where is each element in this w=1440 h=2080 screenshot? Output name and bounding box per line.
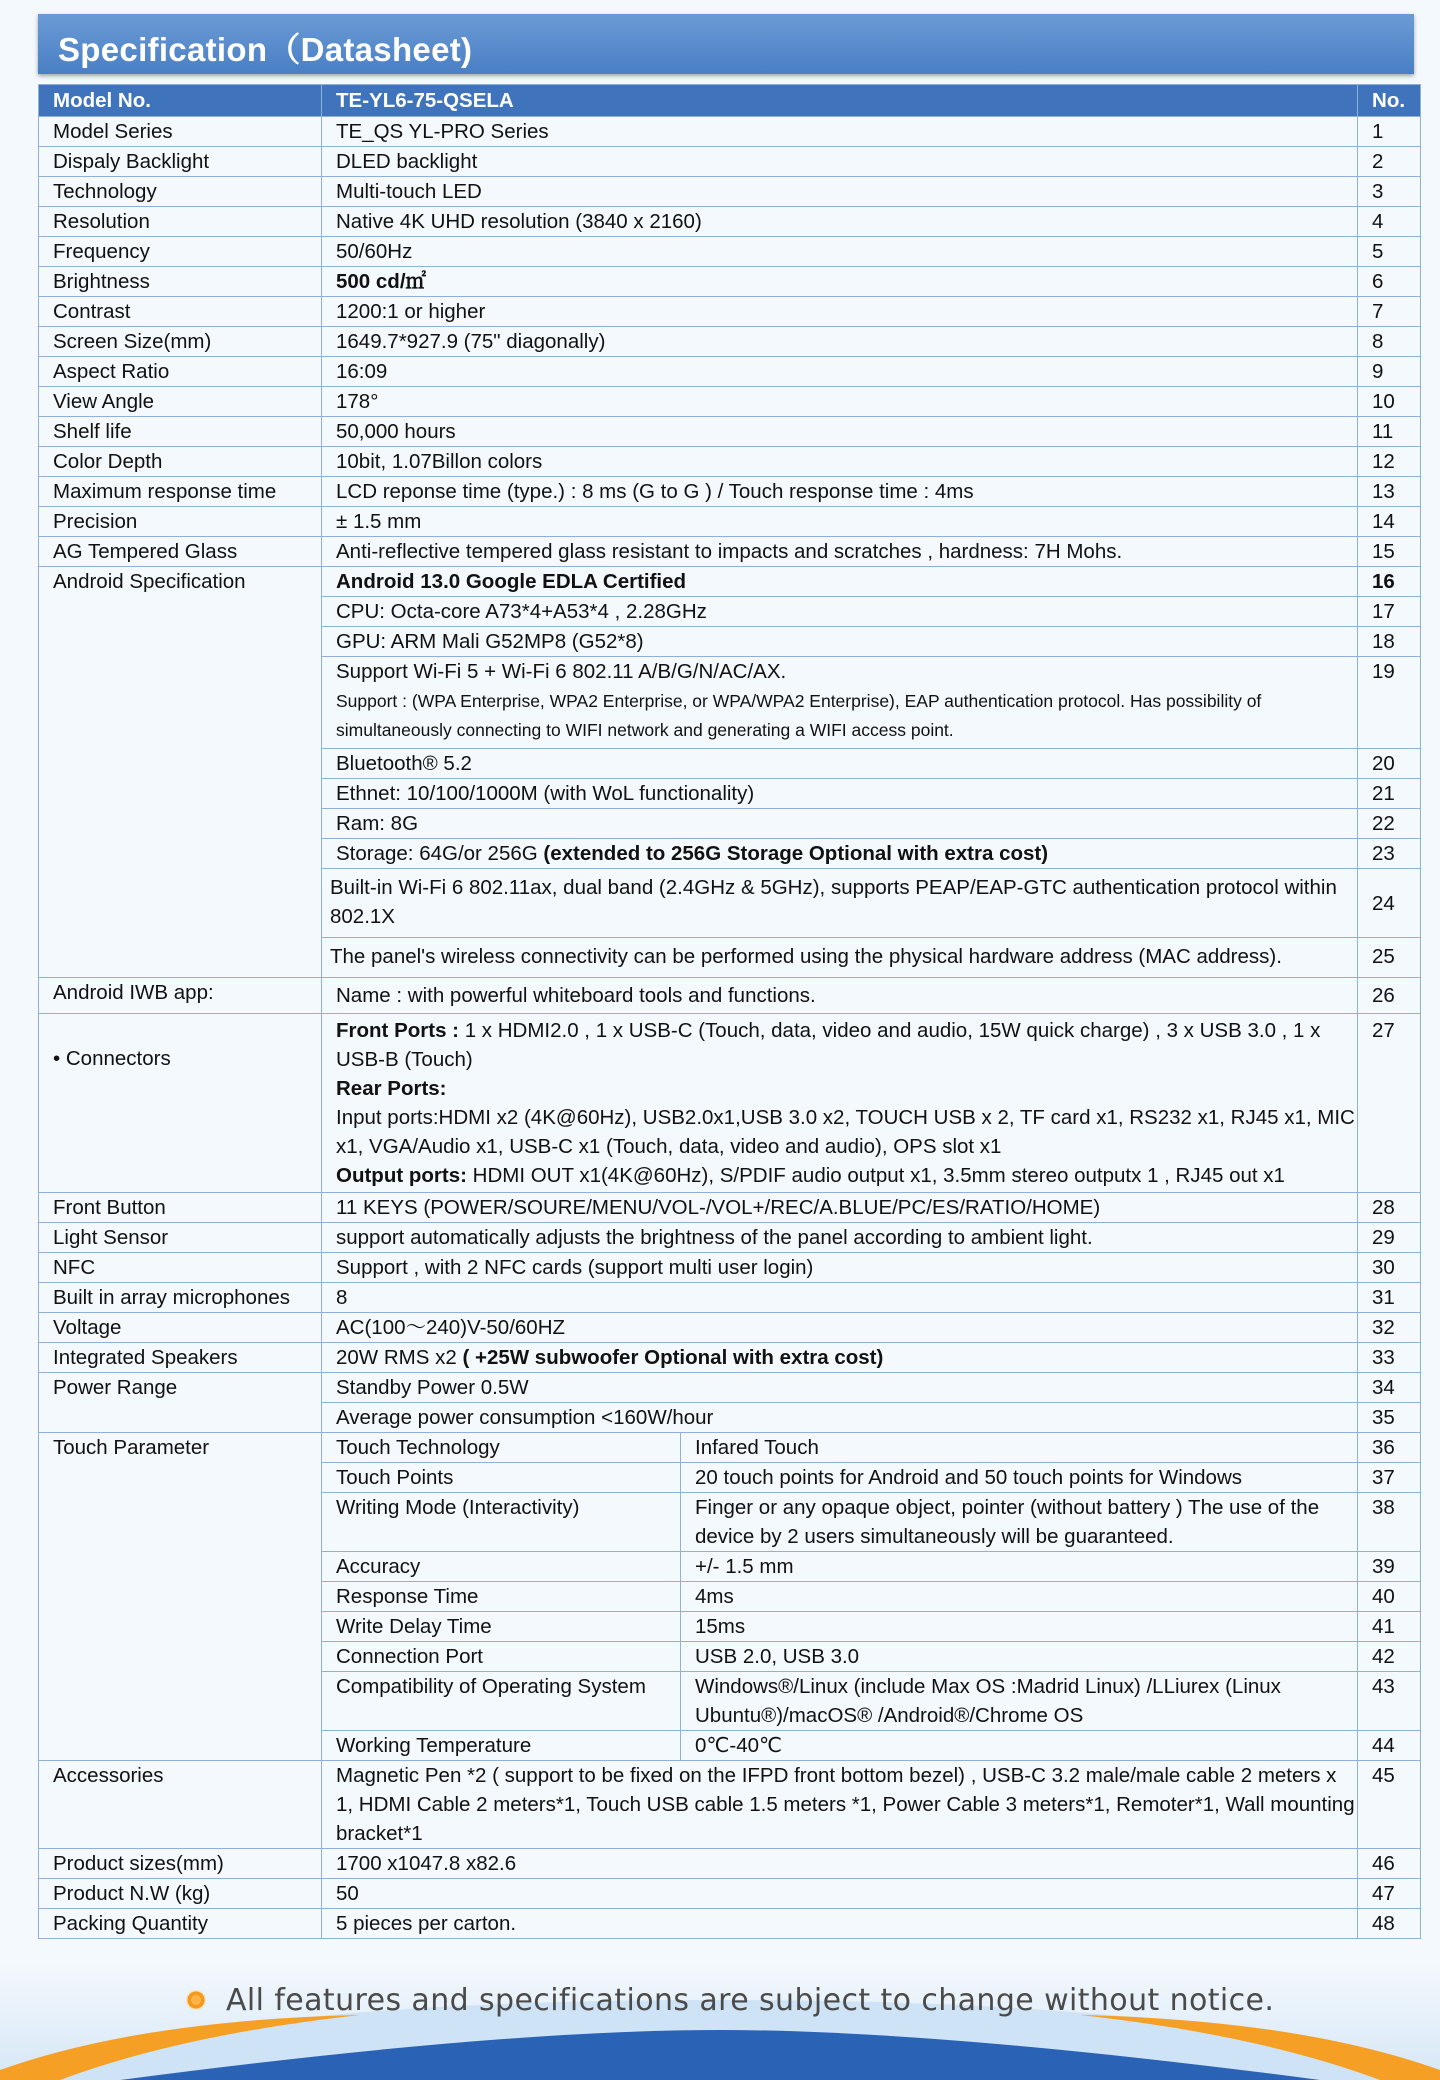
output-ports-text: HDMI OUT x1(4K@60Hz), S/PDIF audio output x1, 3.5mm stereo outputx 1 , RJ45 out x1 [466,1164,1285,1187]
footer-bullet-icon [186,1990,206,2010]
row-value: 10bit, 1.07Billon colors [322,447,1358,477]
touch-value: 4ms [681,1582,1358,1612]
row-label: Contrast [39,297,322,327]
front-ports-text: 1 x HDMI2.0 , 1 x USB-C (Touch, data, video and audio, 15W quick charge) , 3 x USB 3.0 , 1 x USB-B (Touch) [336,1019,1321,1071]
row-value: Multi-touch LED [322,177,1358,207]
row-value: 500 cd/㎡ [322,267,1358,297]
android-spec-bold-note: (extended to 256G Storage Optional with extra cost) [543,842,1049,865]
row-number: 31 [1358,1283,1421,1313]
speakers-text: 20W RMS x2 [336,1346,463,1369]
android-spec-value [322,938,1358,978]
android-spec-text: Android 13.0 Google EDLA Certified [336,570,687,593]
table-row [39,447,1421,477]
row-number: 28 [1358,1193,1421,1223]
android-spec-label: Android Specification [39,567,322,978]
android-spec-text: The panel's wireless connectivity can be performed using the physical hardware address (MAC address). [330,945,1282,968]
row-label: Maximum response time [39,477,322,507]
row-number: 19 [1358,657,1421,749]
row-number: 25 [1358,938,1421,978]
input-ports-text: Input ports:HDMI x2 (4K@60Hz), USB2.0x1,USB 3.0 x2, TOUCH USB x 2, TF card x1, RS232 x1, RJ45 x1, MIC x1, VGA/Audio x1, USB-C x1 (Touch, data, video and audio), OPS slot x1 [336,1106,1355,1158]
row-number: 23 [1358,839,1421,869]
row-number: 15 [1358,537,1421,567]
output-ports-title: Output ports: [336,1164,467,1187]
row-value: Standby Power 0.5W [322,1373,1358,1403]
touch-parameter-label: Touch Parameter [39,1433,322,1761]
row-value: Name : with powerful whiteboard tools and functions. [322,978,1358,1014]
table-row [39,417,1421,447]
table-row [39,1373,1421,1403]
row-number: 14 [1358,507,1421,537]
table-row [39,387,1421,417]
row-number: 9 [1358,357,1421,387]
row-label: Frequency [39,237,322,267]
table-row [39,978,1421,1014]
android-spec-text: GPU: ARM Mali G52MP8 (G52*8) [336,630,644,653]
row-label: Model Series [39,117,322,147]
row-label: Screen Size(mm) [39,327,322,357]
table-row [39,357,1421,387]
row-number: 16 [1358,567,1421,597]
android-spec-value [322,869,1358,938]
touch-key: Touch Points [322,1463,681,1493]
row-number: 5 [1358,237,1421,267]
table-row [39,537,1421,567]
row-label: Light Sensor [39,1223,322,1253]
row-value: 50 [322,1879,1358,1909]
touch-key: Accuracy [322,1552,681,1582]
power-range-label: Power Range [39,1373,322,1433]
row-label: Front Button [39,1193,322,1223]
touch-value: Finger or any opaque object, pointer (without battery ) The use of the device by 2 users simultaneously will be guaranteed. [681,1493,1358,1552]
row-value: Anti-reflective tempered glass resistant to impacts and scratches , hardness: 7H Mohs. [322,537,1358,567]
connectors-value [322,1014,1358,1193]
footer-decoration [0,1960,1440,2080]
row-label: Shelf life [39,417,322,447]
row-number: 26 [1358,978,1421,1014]
table-row [39,477,1421,507]
row-value: TE_QS YL-PRO Series [322,117,1358,147]
android-spec-value [322,597,1358,627]
row-value: ± 1.5 mm [322,507,1358,537]
row-value: Native 4K UHD resolution (3840 x 2160) [322,207,1358,237]
header-model-value: TE-YL6-75-QSELA [322,85,1358,117]
table-row [39,147,1421,177]
front-ports-title: Front Ports : [336,1019,459,1042]
row-number: 8 [1358,327,1421,357]
android-spec-text: Ethnet: 10/100/1000M (with WoL functionality) [336,782,755,805]
row-label: Aspect Ratio [39,357,322,387]
row-number: 6 [1358,267,1421,297]
android-spec-value [322,809,1358,839]
table-row [39,177,1421,207]
row-label: Packing Quantity [39,1909,322,1939]
row-label: NFC [39,1253,322,1283]
android-spec-value [322,779,1358,809]
row-number: 20 [1358,749,1421,779]
speakers-optional-note: ( +25W subwoofer Optional with extra cost) [462,1346,884,1369]
row-label: Brightness [39,267,322,297]
row-value: 50,000 hours [322,417,1358,447]
table-row [39,1849,1421,1879]
android-spec-text: Support Wi-Fi 5 + Wi-Fi 6 802.11 A/B/G/N/AC/AX. [336,660,787,683]
header-bar [38,14,1414,74]
row-value: 11 KEYS (POWER/SOURE/MENU/VOL-/VOL+/REC/A.BLUE/PC/ES/RATIO/HOME) [322,1193,1358,1223]
touch-value: 15ms [681,1612,1358,1642]
touch-key: Compatibility of Operating System [322,1672,681,1731]
row-number: 36 [1358,1433,1421,1463]
android-spec-value [322,627,1358,657]
row-number: 38 [1358,1493,1421,1552]
row-number: 41 [1358,1612,1421,1642]
table-row [39,117,1421,147]
row-value: Support , with 2 NFC cards (support multi user login) [322,1253,1358,1283]
row-value: LCD reponse time (type.) : 8 ms (G to G ) / Touch response time : 4ms [322,477,1358,507]
touch-key: Connection Port [322,1642,681,1672]
row-number: 40 [1358,1582,1421,1612]
row-label: Accessories [39,1761,322,1849]
table-row [39,267,1421,297]
row-label: Color Depth [39,447,322,477]
row-number: 48 [1358,1909,1421,1939]
footer-swoosh [0,1960,1440,2080]
table-row [39,327,1421,357]
footer-note: All features and specifications are subject to change without notice. [226,1983,1275,2018]
row-value: 1700 x1047.8 x82.6 [322,1849,1358,1879]
row-label: Built in array microphones [39,1283,322,1313]
row-value: 50/60Hz [322,237,1358,267]
touch-key: Touch Technology [322,1433,681,1463]
row-label: Technology [39,177,322,207]
touch-key: Response Time [322,1582,681,1612]
row-number: 34 [1358,1373,1421,1403]
row-value: AC(100～240)V-50/60HZ [322,1313,1358,1343]
row-number: 4 [1358,207,1421,237]
row-number: 10 [1358,387,1421,417]
android-spec-text: CPU: Octa-core A73*4+A53*4 , 2.28GHz [336,600,707,623]
row-label: Integrated Speakers [39,1343,322,1373]
row-value: 8 [322,1283,1358,1313]
row-number: 43 [1358,1672,1421,1731]
row-label: Resolution [39,207,322,237]
row-number: 2 [1358,147,1421,177]
row-number: 45 [1358,1761,1421,1849]
row-label: Product N.W (kg) [39,1879,322,1909]
row-number: 7 [1358,297,1421,327]
touch-value: 0℃-40℃ [681,1731,1358,1761]
android-spec-value [322,839,1358,869]
row-number: 21 [1358,779,1421,809]
android-spec-text: Storage: 64G/or 256G [336,842,538,865]
row-number: 3 [1358,177,1421,207]
row-number: 35 [1358,1403,1421,1433]
row-value: DLED backlight [322,147,1358,177]
row-value: support automatically adjusts the brightness of the panel according to ambient light. [322,1223,1358,1253]
touch-key: Write Delay Time [322,1612,681,1642]
android-spec-note: Support : (WPA Enterprise, WPA2 Enterprise, or WPA/WPA2 Enterprise), EAP authentication protocol. Has possibility of simultaneously connecting to WIFI network and generating a WIFI access point. [336,691,1262,740]
table-row [39,1014,1421,1193]
row-number: 29 [1358,1223,1421,1253]
table-row [39,1433,1421,1463]
header-model-no: Model No. [39,85,322,117]
touch-value: 20 touch points for Android and 50 touch points for Windows [681,1463,1358,1493]
row-number: 32 [1358,1313,1421,1343]
rear-ports-title: Rear Ports: [336,1077,447,1100]
row-number: 39 [1358,1552,1421,1582]
row-label: Voltage [39,1313,322,1343]
row-value: 1200:1 or higher [322,297,1358,327]
row-number: 1 [1358,117,1421,147]
row-number: 30 [1358,1253,1421,1283]
row-number: 44 [1358,1731,1421,1761]
row-number: 27 [1358,1014,1421,1193]
table-row [39,1343,1421,1373]
row-value: 178° [322,387,1358,417]
row-number: 24 [1358,869,1421,938]
table-row [39,1223,1421,1253]
table-row [39,1909,1421,1939]
row-value [322,1343,1358,1373]
row-number: 46 [1358,1849,1421,1879]
table-row [39,1313,1421,1343]
table-row [39,207,1421,237]
row-number: 11 [1358,417,1421,447]
table-row [39,1193,1421,1223]
table-row [39,507,1421,537]
row-label: View Angle [39,387,322,417]
android-spec-text: Ram: 8G [336,812,419,835]
row-number: 42 [1358,1642,1421,1672]
row-number: 18 [1358,627,1421,657]
table-row [39,237,1421,267]
row-number: 33 [1358,1343,1421,1373]
row-label: Dispaly Backlight [39,147,322,177]
row-label: Android IWB app: [39,978,322,1014]
android-spec-text: Built-in Wi-Fi 6 802.11ax, dual band (2.4GHz & 5GHz), supports PEAP/EAP-GTC authentication protocol within 802.1X [330,876,1337,928]
touch-value: Infared Touch [681,1433,1358,1463]
row-value: Magnetic Pen *2 ( support to be fixed on the IFPD front bottom bezel) , USB-C 3.2 male/male cable 2 meters x 1, HDMI Cable 2 meters*1, Touch USB cable 1.5 meters *1, Power Cable 3 meters*1, Remoter*1, Wall mounting bracket*1 [322,1761,1358,1849]
table-row [39,567,1421,597]
touch-key: Working Temperature [322,1731,681,1761]
row-number: 13 [1358,477,1421,507]
table-row [39,1761,1421,1849]
touch-value: +/- 1.5 mm [681,1552,1358,1582]
row-number: 12 [1358,447,1421,477]
row-number: 22 [1358,809,1421,839]
row-value: 5 pieces per carton. [322,1909,1358,1939]
android-spec-value [322,567,1358,597]
touch-value: Windows®/Linux (include Max OS :Madrid Linux) /LLiurex (Linux Ubuntu®)/macOS® /Android®/Chrome OS [681,1672,1358,1731]
table-row [39,1879,1421,1909]
row-number: 17 [1358,597,1421,627]
table-header-row [39,85,1421,117]
android-spec-value [322,749,1358,779]
connectors-label: • Connectors [39,1014,322,1193]
row-value: Average power consumption <160W/hour [322,1403,1358,1433]
header-no: No. [1358,85,1421,117]
table-row [39,297,1421,327]
page-title: Specification（Datasheet) [58,31,473,68]
row-label: Precision [39,507,322,537]
row-label: Product sizes(mm) [39,1849,322,1879]
table-row [39,1253,1421,1283]
android-spec-text: Bluetooth® 5.2 [336,752,472,775]
table-row [39,1283,1421,1313]
row-number: 47 [1358,1879,1421,1909]
row-value: 16:09 [322,357,1358,387]
row-value: 1649.7*927.9 (75" diagonally) [322,327,1358,357]
android-spec-value [322,657,1358,749]
row-number: 37 [1358,1463,1421,1493]
touch-key: Writing Mode (Interactivity) [322,1493,681,1552]
spec-table [38,84,1421,1939]
row-label: AG Tempered Glass [39,537,322,567]
touch-value: USB 2.0, USB 3.0 [681,1642,1358,1672]
